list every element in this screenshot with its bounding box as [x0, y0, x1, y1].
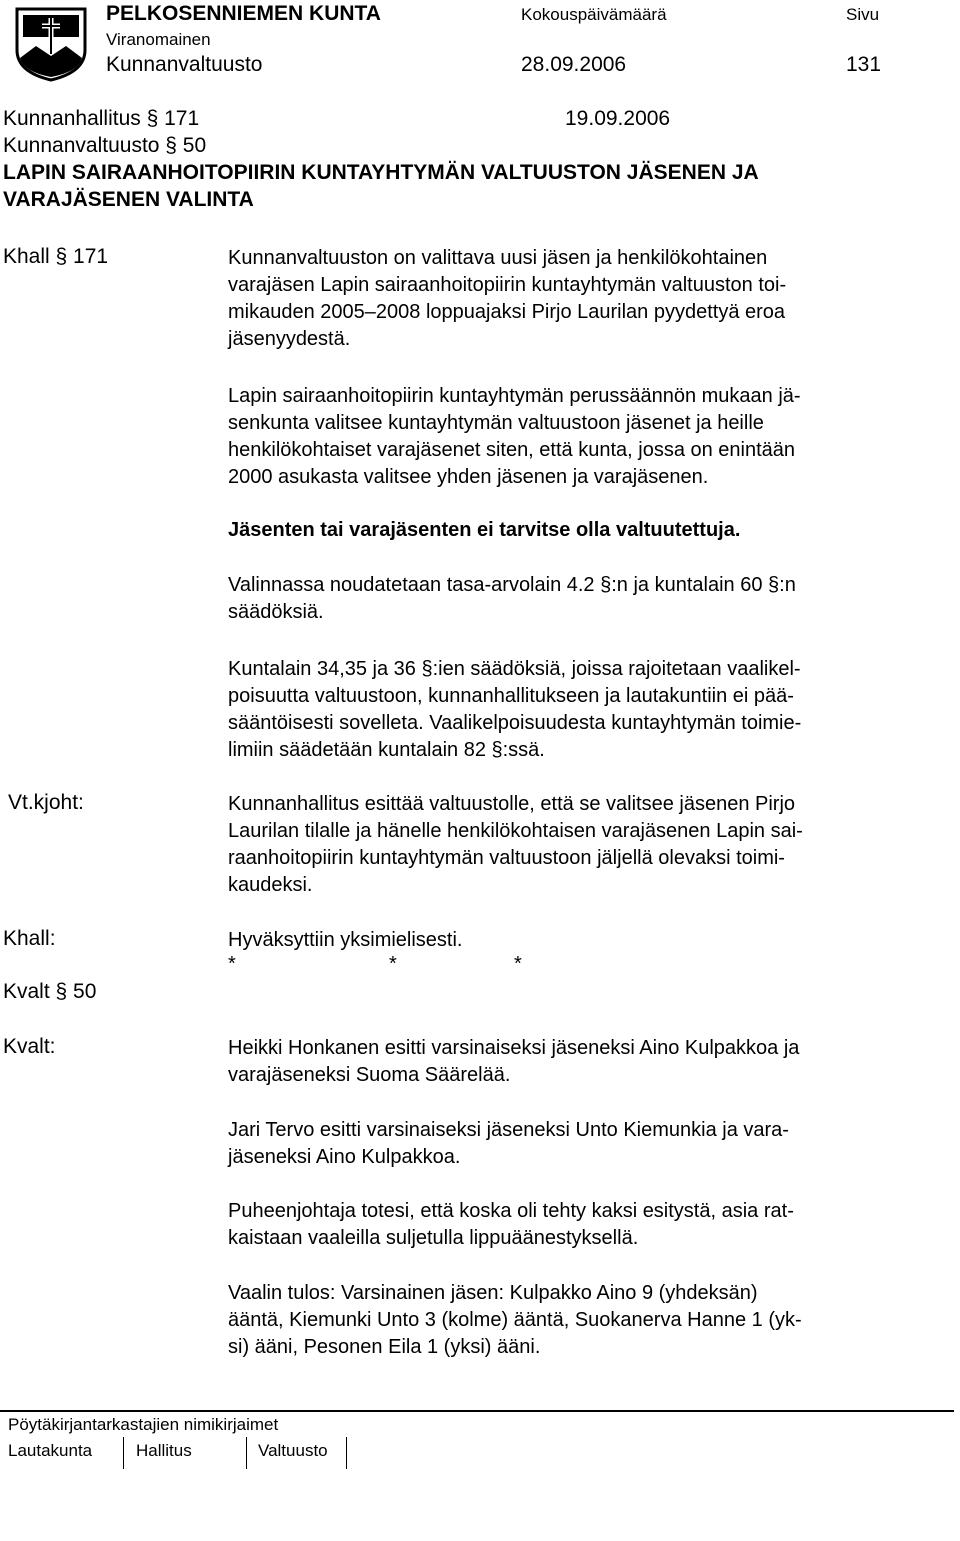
meeting-date: 28.09.2006 — [521, 53, 627, 76]
paragraph-5-line: sääntöisesti sovelleta. Vaalikelpoisuudesta kuntayhtymän toimie- — [228, 712, 802, 734]
footer-col-lautakunta: Lautakunta — [8, 1441, 93, 1460]
ref-board-date: 19.09.2006 — [565, 107, 671, 130]
municipality-name: PELKOSENNIEMEN KUNTA — [106, 2, 381, 25]
paragraph-8-line: varajäseneksi Suoma Säärelää. — [228, 1064, 511, 1086]
paragraph-6-line: Laurilan tilalle ja hänelle henkilökohtaisen varajäsenen Lapin sai- — [228, 820, 803, 842]
footer-divider — [246, 1437, 247, 1469]
section-title-line2: VARAJÄSENEN VALINTA — [3, 188, 254, 211]
paragraph-2-line: Lapin sairaanhoitopiirin kuntayhtymän perussäännön mukaan jä- — [228, 385, 801, 407]
paragraph-3-bold: Jäsenten tai varajäsenten ei tarvitse olla valtuutettuja. — [228, 519, 741, 541]
paragraph-11-line: si) ääni, Pesonen Eila 1 (yksi) ääni. — [228, 1336, 541, 1358]
paragraph-4-line: säädöksiä. — [228, 601, 324, 623]
paragraph-1-line: Kunnanvaltuuston on valittava uusi jäsen ja henkilökohtainen — [228, 247, 768, 269]
authority-name: Kunnanvaltuusto — [106, 53, 263, 76]
footer-col-valtuusto: Valtuusto — [258, 1441, 328, 1460]
paragraph-11-line: Vaalin tulos: Varsinainen jäsen: Kulpakko Aino 9 (yhdeksän) — [228, 1282, 758, 1304]
label-khall: Khall: — [3, 927, 56, 950]
municipal-crest-icon — [14, 6, 88, 82]
separator-star: * — [514, 953, 522, 975]
paragraph-9-line: jäseneksi Aino Kulpakkoa. — [228, 1146, 461, 1168]
paragraph-8-line: Heikki Honkanen esitti varsinaiseksi jäseneksi Aino Kulpakkoa ja — [228, 1037, 800, 1059]
paragraph-1-line: varajäsen Lapin sairaanhoitopiirin kuntayhtymän valtuuston toi- — [228, 274, 787, 296]
authority-label: Viranomainen — [106, 30, 211, 49]
paragraph-10-line: Puheenjohtaja totesi, että koska oli tehty kaksi esitystä, asia rat- — [228, 1200, 794, 1222]
date-label: Kokouspäivämäärä — [521, 5, 667, 24]
ref-council: Kunnanvaltuusto § 50 — [3, 134, 207, 157]
paragraph-4-line: Valinnassa noudatetaan tasa-arvolain 4.2 §:n ja kuntalain 60 §:n — [228, 574, 796, 596]
label-kvalt-50: Kvalt § 50 — [3, 980, 97, 1003]
paragraph-5-line: limiin säädetään kuntalain 82 §:ssä. — [228, 739, 545, 761]
paragraph-6-line: Kunnanhallitus esittää valtuustolle, että se valitsee jäsenen Pirjo — [228, 793, 796, 815]
paragraph-1-line: mikauden 2005–2008 loppuajaksi Pirjo Laurilan pyydettyä eroa — [228, 301, 786, 323]
decision-text: Hyväksyttiin yksimielisesti. — [228, 929, 463, 951]
label-vt-kjoht: Vt.kjoht: — [8, 791, 84, 814]
paragraph-6-line: raanhoitopiirin kuntayhtymän valtuustoon jäljellä olevaksi toimi- — [228, 847, 785, 869]
paragraph-2-line: 2000 asukasta valitsee yhden jäsenen ja varajäsenen. — [228, 466, 709, 488]
ref-board: Kunnanhallitus § 171 — [3, 107, 200, 130]
paragraph-5-line: poisuutta valtuustoon, kunnanhallitukseen ja lautakuntiin ei pää- — [228, 685, 794, 707]
section-title-line1: LAPIN SAIRAANHOITOPIIRIN KUNTAYHTYMÄN VALTUUSTON JÄSENEN JA — [3, 161, 759, 184]
footer-divider — [346, 1437, 347, 1469]
paragraph-6-line: kaudeksi. — [228, 874, 313, 896]
label-kvalt: Kvalt: — [3, 1035, 56, 1058]
footer-rule — [0, 1410, 954, 1412]
label-khall-171: Khall § 171 — [3, 245, 109, 268]
paragraph-2-line: senkunta valitsee kuntayhtymän valtuustoon jäsenet ja heille — [228, 412, 764, 434]
separator-star: * — [389, 953, 397, 975]
footer-title: Pöytäkirjantarkastajien nimikirjaimet — [8, 1415, 279, 1434]
paragraph-9-line: Jari Tervo esitti varsinaiseksi jäseneksi Unto Kiemunkia ja vara- — [228, 1119, 789, 1141]
paragraph-5-line: Kuntalain 34,35 ja 36 §:ien säädöksiä, joissa rajoitetaan vaalikel- — [228, 658, 801, 680]
paragraph-1-line: jäsenyydestä. — [228, 328, 351, 350]
paragraph-10-line: kaistaan vaaleilla suljetulla lippuäänestyksellä. — [228, 1227, 639, 1249]
separator-star: * — [228, 953, 236, 975]
paragraph-2-line: henkilökohtaiset varajäsenet siten, että kunta, jossa on enintään — [228, 439, 796, 461]
paragraph-11-line: ääntä, Kiemunki Unto 3 (kolme) ääntä, Suokanerva Hanne 1 (yk- — [228, 1309, 802, 1331]
page-label: Sivu — [846, 5, 880, 24]
footer-col-hallitus: Hallitus — [136, 1441, 192, 1460]
page-number: 131 — [846, 53, 882, 76]
footer-divider — [123, 1437, 124, 1469]
